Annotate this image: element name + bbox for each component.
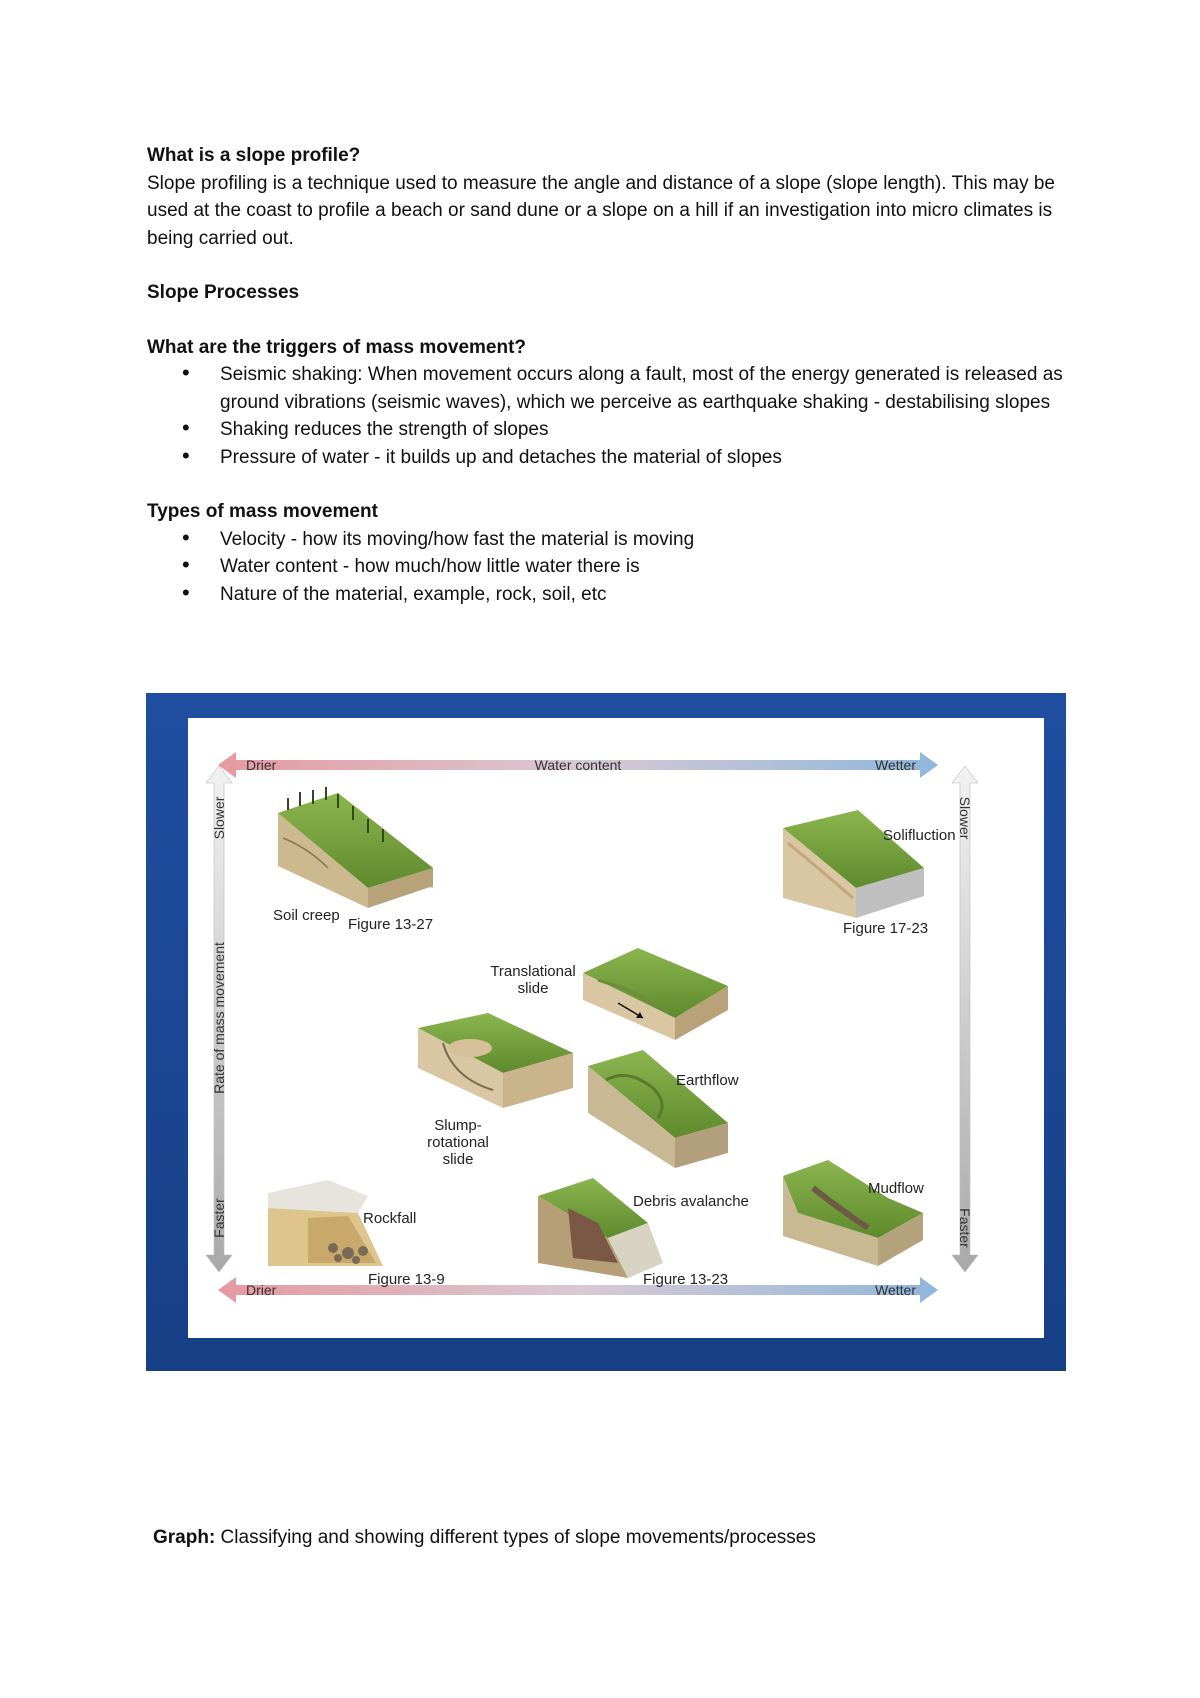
list-item: • Seismic shaking: When movement occurs along a fault, most of the energy generated is released as ground vibrations (seismic waves), which we perceive as earthquake shaking - destabilising slopes bbox=[147, 361, 1067, 416]
list-item: • Velocity - how its moving/how fast the material is moving bbox=[147, 526, 1067, 554]
label-rockfall: Rockfall bbox=[363, 1210, 417, 1227]
label-earthflow: Earthflow bbox=[676, 1072, 739, 1089]
caption-label: Graph: bbox=[153, 1527, 216, 1548]
label-figure-13-9: Figure 13-9 bbox=[368, 1271, 445, 1288]
left-axis-rate-label: Rate of mass movement bbox=[211, 942, 227, 1094]
label-figure-17-23: Figure 17-23 bbox=[843, 920, 929, 937]
list-item: • Pressure of water - it builds up and detaches the material of slopes bbox=[147, 444, 1067, 472]
right-axis-slower: Slower bbox=[957, 796, 973, 840]
right-rate-arrow bbox=[952, 766, 978, 1272]
heading-slope-profile: What is a slope profile? bbox=[147, 145, 361, 166]
top-axis-drier: Drier bbox=[246, 757, 277, 773]
right-axis-faster: Faster bbox=[957, 1208, 973, 1248]
list-item: • Nature of the material, example, rock, soil, etc bbox=[147, 581, 1067, 609]
slump-illustration bbox=[418, 1013, 573, 1108]
types-list bbox=[147, 526, 1067, 609]
left-axis-faster: Faster bbox=[211, 1198, 227, 1238]
label-slump-3: slide bbox=[442, 1151, 474, 1168]
figure-diagram bbox=[188, 718, 1044, 1338]
mass-movement-figure bbox=[146, 693, 1066, 1371]
document-body bbox=[147, 142, 1067, 608]
caption-text: Classifying and showing different types of slope movements/processes bbox=[215, 1527, 816, 1548]
earthflow-illustration bbox=[588, 1050, 728, 1168]
left-axis-slower: Slower bbox=[211, 796, 227, 840]
paragraph-slope-profile: Slope profiling is a technique used to measure the angle and distance of a slope (slope length). This may be used at the coast to profile a beach or sand dune or a slope on a hill if an investigation into micro climates is being carried out. bbox=[147, 172, 1055, 249]
label-mudflow: Mudflow bbox=[868, 1180, 924, 1197]
label-figure-13-27: Figure 13-27 bbox=[348, 916, 434, 933]
bottom-water-content-arrow bbox=[218, 1277, 938, 1303]
heading-types: Types of mass movement bbox=[147, 501, 378, 522]
translational-slide-illustration bbox=[583, 948, 728, 1040]
label-translational-1: Translational bbox=[490, 963, 576, 980]
label-slump-1: Slump- bbox=[434, 1117, 482, 1134]
label-figure-13-23: Figure 13-23 bbox=[643, 1271, 729, 1288]
bottom-axis-drier: Drier bbox=[246, 1282, 277, 1298]
heading-triggers: What are the triggers of mass movement? bbox=[147, 336, 527, 358]
triggers-list bbox=[147, 361, 1067, 471]
soil-creep-illustration bbox=[278, 787, 433, 908]
bottom-axis-wetter: Wetter bbox=[875, 1282, 916, 1298]
top-axis-water-content: Water content bbox=[534, 757, 622, 773]
figure-panel bbox=[188, 718, 1044, 1338]
list-item: • Shaking reduces the strength of slopes bbox=[147, 416, 1067, 444]
label-translational-2: slide bbox=[517, 980, 549, 997]
label-solifluction: Solifluction bbox=[883, 827, 956, 844]
heading-slope-processes: Slope Processes bbox=[147, 282, 300, 303]
label-soil-creep: Soil creep bbox=[273, 907, 340, 924]
mudflow-illustration bbox=[783, 1160, 923, 1266]
list-item: • Water content - how much/how little water there is bbox=[147, 553, 1067, 581]
top-axis-wetter: Wetter bbox=[875, 757, 916, 773]
label-debris-avalanche: Debris avalanche bbox=[633, 1193, 749, 1210]
label-slump-2: rotational bbox=[427, 1134, 489, 1151]
figure-caption bbox=[153, 1527, 816, 1549]
